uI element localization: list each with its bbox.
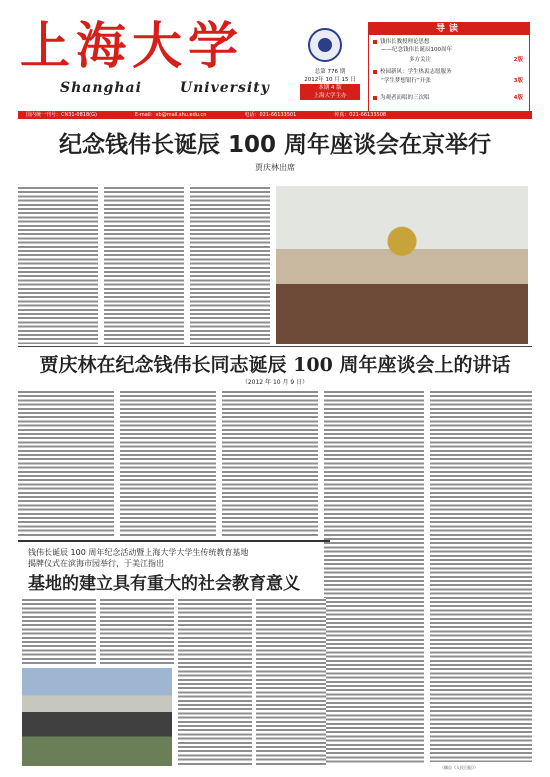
story-column bbox=[22, 598, 96, 664]
story-photo bbox=[22, 668, 172, 766]
speech-column bbox=[18, 390, 114, 538]
guide-item-page: 3版 bbox=[513, 78, 523, 84]
issue-publisher: 上海大学主办 bbox=[300, 92, 360, 100]
guide-item-text: ——纪念钱伟长诞辰100周年 bbox=[381, 47, 452, 53]
bullet-icon bbox=[373, 96, 377, 100]
section-divider bbox=[18, 346, 532, 347]
info-bar-fax: 传真：021-66133508 bbox=[334, 112, 387, 118]
guide-item[interactable] bbox=[373, 69, 525, 76]
guide-item[interactable] bbox=[373, 95, 525, 102]
article1-column bbox=[190, 186, 270, 344]
masthead-title: 上海大学 bbox=[20, 16, 244, 75]
article1-column bbox=[18, 186, 98, 344]
story-kicker-line: 钱伟长诞辰 100 周年纪念活动暨上海大学大学生传统教育基地 bbox=[28, 548, 249, 557]
guide-item[interactable] bbox=[381, 47, 533, 54]
guide-item[interactable] bbox=[409, 57, 525, 64]
speech-column bbox=[430, 390, 532, 762]
article1-photo bbox=[276, 186, 528, 344]
masthead-english-2: University bbox=[179, 80, 270, 96]
story-kicker-line: 揭牌仪式在滨海市园举行，于美江指出 bbox=[28, 559, 164, 568]
speech-column bbox=[324, 390, 424, 765]
info-bar-phone: 电话：021-66133501 bbox=[244, 112, 297, 118]
story-headline: 基地的建立具有重大的社会教育意义 bbox=[28, 574, 300, 594]
guide-item-text: 为观者而唱的三次唱 bbox=[380, 95, 430, 101]
issue-info bbox=[300, 68, 360, 100]
guide-item-page: 4版 bbox=[513, 95, 523, 101]
info-bar bbox=[18, 111, 532, 119]
guide-item-text: “学生梦想银行”开张 bbox=[381, 78, 431, 84]
guide-item-page: 2版 bbox=[513, 57, 523, 63]
headline-main: 纪念钱伟长诞辰 100 周年座谈会在京举行 bbox=[58, 132, 492, 158]
guide-box bbox=[368, 22, 530, 112]
story-kicker bbox=[28, 547, 248, 569]
masthead-english-1: Shanghai bbox=[60, 80, 142, 96]
guide-item-text: 校园新风：学生热衷志愿服务 bbox=[380, 69, 452, 75]
issue-date: 2012年 10 月 15 日 bbox=[304, 77, 356, 83]
headline-speech: 贾庆林在纪念钱伟长同志诞辰 100 周年座谈会上的讲话 bbox=[39, 354, 511, 376]
guide-item-text: 多方关注 bbox=[409, 57, 432, 63]
info-bar-email: E-mail：xb@mail.shu.edu.cn bbox=[134, 112, 207, 118]
info-bar-serial: 国内统一刊号：CN31-0818(G) bbox=[26, 112, 97, 118]
guide-item[interactable] bbox=[381, 78, 525, 85]
guide-heading: 导读 bbox=[369, 23, 529, 35]
masthead-english bbox=[60, 80, 308, 96]
footer-source: （摘自《人民日报》） bbox=[440, 765, 478, 770]
speech-column bbox=[222, 390, 318, 538]
story-column bbox=[100, 598, 174, 664]
bullet-icon bbox=[373, 70, 377, 74]
article1-column bbox=[104, 186, 184, 344]
guide-item[interactable] bbox=[373, 39, 525, 46]
university-emblem-icon bbox=[308, 28, 342, 62]
speech-date: （2012 年 10 月 9 日） bbox=[241, 379, 309, 386]
guide-item-text: 钱伟长教授理论思想 bbox=[380, 39, 430, 45]
story-column bbox=[256, 598, 326, 766]
bullet-icon bbox=[373, 40, 377, 44]
issue-number: 总第 776 期 bbox=[314, 69, 346, 75]
story-column bbox=[178, 598, 252, 766]
headline-main-subtitle: 贾庆林出席 bbox=[255, 163, 295, 172]
speech-column bbox=[120, 390, 216, 538]
issue-pages: 本期 4 版 bbox=[300, 84, 360, 92]
